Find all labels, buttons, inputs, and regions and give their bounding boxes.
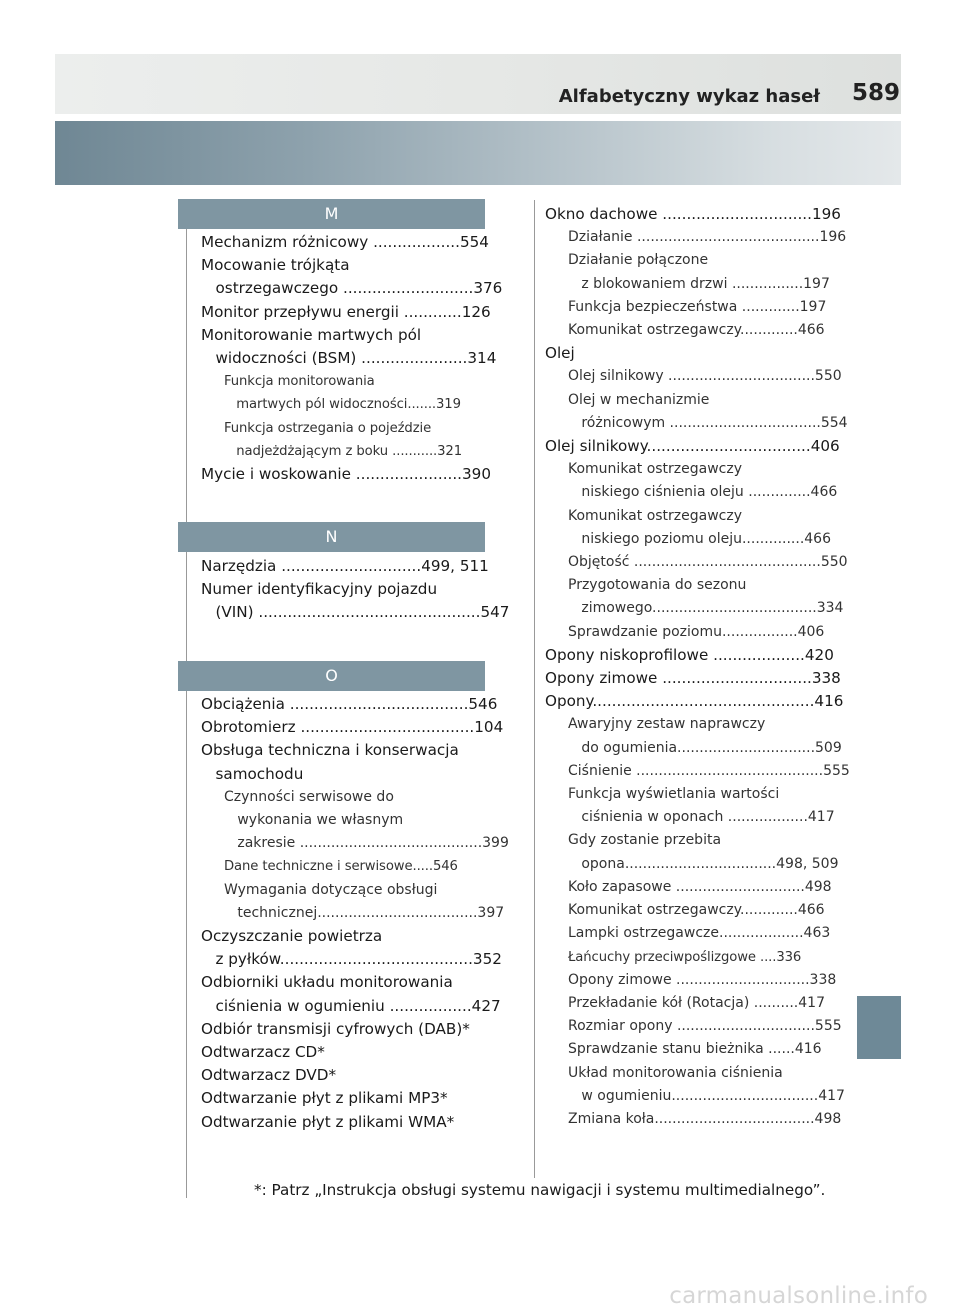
index-subentry[interactable]: z blokowaniem drzwi ................197	[568, 275, 830, 292]
index-subentry[interactable]: w ogumieniu.................................417	[568, 1087, 845, 1104]
decorative-gradient-band	[55, 121, 901, 185]
index-entry[interactable]: z pyłków........................................352	[201, 950, 502, 969]
index-subentry[interactable]: Komunikat ostrzegawczy.............466	[568, 902, 825, 919]
index-subentry[interactable]: Czynności serwisowe do	[224, 788, 394, 805]
index-entry[interactable]: Numer identyfikacyjny pojazdu	[201, 580, 438, 599]
index-subentry[interactable]: Opony zimowe ..............................338	[568, 971, 837, 988]
index-entry[interactable]: Mycie i woskowanie ......................390	[201, 465, 491, 484]
index-subentry[interactable]: Lampki ostrzegawcze...................463	[568, 925, 831, 942]
index-entry[interactable]: (VIN) ..............................................547	[201, 603, 510, 622]
index-subentry[interactable]: Gdy zostanie przebita	[568, 832, 722, 849]
index-subentry[interactable]: Wymagania dotyczące obsługi	[224, 881, 438, 898]
index-subentry[interactable]: Komunikat ostrzegawczy.............466	[568, 322, 825, 339]
footnote: *: Patrz „Instrukcja obsługi systemu nawigacji i systemu multimedialnego”.	[254, 1181, 826, 1199]
section-header-n: N	[178, 522, 485, 552]
page-number: 589	[851, 80, 900, 106]
index-entry[interactable]: widoczności (BSM) ......................314	[201, 349, 497, 368]
index-subentry[interactable]: Funkcja wyświetlania wartości	[568, 786, 780, 803]
index-list-m	[201, 231, 503, 486]
section-header-m: M	[178, 199, 485, 229]
index-entry[interactable]: Olej silnikowy..................................406	[545, 437, 840, 456]
index-entry[interactable]: Odtwarzanie płyt z plikami WMA*	[201, 1112, 455, 1131]
index-entry[interactable]: Obrotomierz ....................................104	[201, 718, 504, 737]
index-subentry[interactable]: Awaryjny zestaw naprawczy	[568, 716, 766, 733]
index-subentry[interactable]: ciśnienia w oponach ..................417	[568, 809, 835, 826]
index-subentry[interactable]: Sprawdzanie poziomu.................406	[568, 623, 825, 640]
index-entry[interactable]: Odtwarzanie płyt z plikami MP3*	[201, 1089, 448, 1108]
index-subentry[interactable]: Olej silnikowy .................................550	[568, 368, 842, 385]
index-subentry[interactable]: zimowego.....................................334	[568, 600, 844, 617]
index-subentry[interactable]: Komunikat ostrzegawczy	[568, 461, 743, 478]
index-entry[interactable]: ciśnienia w ogumieniu .................427	[201, 996, 501, 1015]
index-subentry[interactable]: Przekładanie kół (Rotacja) ..........417	[568, 994, 825, 1011]
index-subentry[interactable]: Działanie połączone	[568, 252, 709, 269]
index-entry[interactable]: Mechanizm różnicowy ..................554	[201, 233, 489, 251]
index-subentry[interactable]: Koło zapasowe .............................498	[568, 878, 832, 895]
left-column-rule	[186, 228, 187, 1198]
index-entry[interactable]: Odbiór transmisji cyfrowych (DAB)*	[201, 1019, 470, 1038]
index-subentry[interactable]: Ciśnienie ..........................................555	[568, 762, 850, 779]
right-column-rule	[534, 200, 535, 1178]
index-subentry[interactable]: do ogumienia...............................509	[568, 739, 842, 756]
section-header-o: O	[178, 661, 485, 691]
index-subentry[interactable]: Działanie .........................................196	[568, 229, 847, 246]
index-entry[interactable]: Olej	[545, 344, 575, 363]
index-entry[interactable]: Opony niskoprofilowe ...................420	[545, 645, 834, 664]
index-subentry[interactable]: Dane techniczne i serwisowe.....546	[224, 859, 458, 875]
index-entry[interactable]: Narzędzia .............................499, 511	[201, 557, 489, 575]
index-subentry[interactable]: Układ monitorowania ciśnienia	[568, 1064, 783, 1081]
index-subentry[interactable]: wykonania we własnym	[224, 812, 404, 829]
index-entry[interactable]: Okno dachowe ...............................196	[545, 205, 841, 223]
index-entry[interactable]: Odtwarzacz DVD*	[201, 1066, 337, 1085]
index-subentry[interactable]: Zmiana koła....................................498	[568, 1110, 842, 1127]
page-title: Alfabetyczny wykaz haseł	[558, 86, 820, 107]
index-entry[interactable]: Obciążenia .....................................546	[201, 695, 498, 713]
index-subentry[interactable]: zakresie .........................................399	[224, 835, 509, 852]
index-entry[interactable]: Monitorowanie martwych pól	[201, 325, 422, 344]
index-entry[interactable]: Mocowanie trójkąta	[201, 256, 350, 275]
index-subentry[interactable]: Komunikat ostrzegawczy	[568, 507, 743, 524]
index-entry[interactable]: samochodu	[201, 764, 304, 783]
index-thumb-tab[interactable]	[857, 996, 901, 1059]
index-subentry[interactable]: Funkcja bezpieczeństwa .............197	[568, 298, 827, 315]
index-subentry[interactable]: różnicowym ..................................554	[568, 414, 848, 431]
index-entry[interactable]: Opony..............................................416	[545, 692, 844, 711]
index-entry[interactable]: Oczyszczanie powietrza	[201, 927, 383, 946]
index-subentry[interactable]: Funkcja monitorowania	[224, 374, 375, 390]
index-subentry[interactable]: technicznej....................................397	[224, 904, 505, 921]
index-subentry[interactable]: niskiego poziomu oleju..............466	[568, 530, 831, 547]
index-entry[interactable]: Opony zimowe ...............................338	[545, 669, 841, 688]
index-subentry[interactable]: Łańcuchy przeciwpoślizgowe ....336	[568, 949, 802, 965]
index-list-o	[201, 693, 509, 1134]
index-subentry[interactable]: opona..................................498, 509	[568, 855, 839, 872]
index-list-right	[545, 203, 850, 1131]
index-entry[interactable]: ostrzegawczego ...........................376	[201, 279, 503, 298]
index-entry[interactable]: Odbiorniki układu monitorowania	[201, 973, 453, 992]
index-subentry[interactable]: nadjeżdżającym z boku ...........321	[224, 443, 463, 459]
index-subentry[interactable]: Przygotowania do sezonu	[568, 577, 747, 594]
index-entry[interactable]: Monitor przepływu energii ............126	[201, 302, 491, 321]
watermark: carmanualsonline.info	[669, 1283, 928, 1309]
index-subentry[interactable]: niskiego ciśnienia oleju ..............466	[568, 484, 838, 501]
index-entry[interactable]: Obsługa techniczna i konserwacja	[201, 741, 459, 760]
index-subentry[interactable]: martwych pól widoczności.......319	[224, 397, 461, 413]
index-subentry[interactable]: Objętość ..........................................550	[568, 554, 848, 571]
index-list-n	[201, 555, 510, 625]
index-entry[interactable]: Odtwarzacz CD*	[201, 1043, 325, 1062]
index-subentry[interactable]: Sprawdzanie stanu bieżnika ......416	[568, 1041, 822, 1058]
index-subentry[interactable]: Rozmiar opony ...............................555	[568, 1018, 842, 1035]
index-subentry[interactable]: Olej w mechanizmie	[568, 391, 710, 408]
index-subentry[interactable]: Funkcja ostrzegania o pojeździe	[224, 420, 432, 436]
